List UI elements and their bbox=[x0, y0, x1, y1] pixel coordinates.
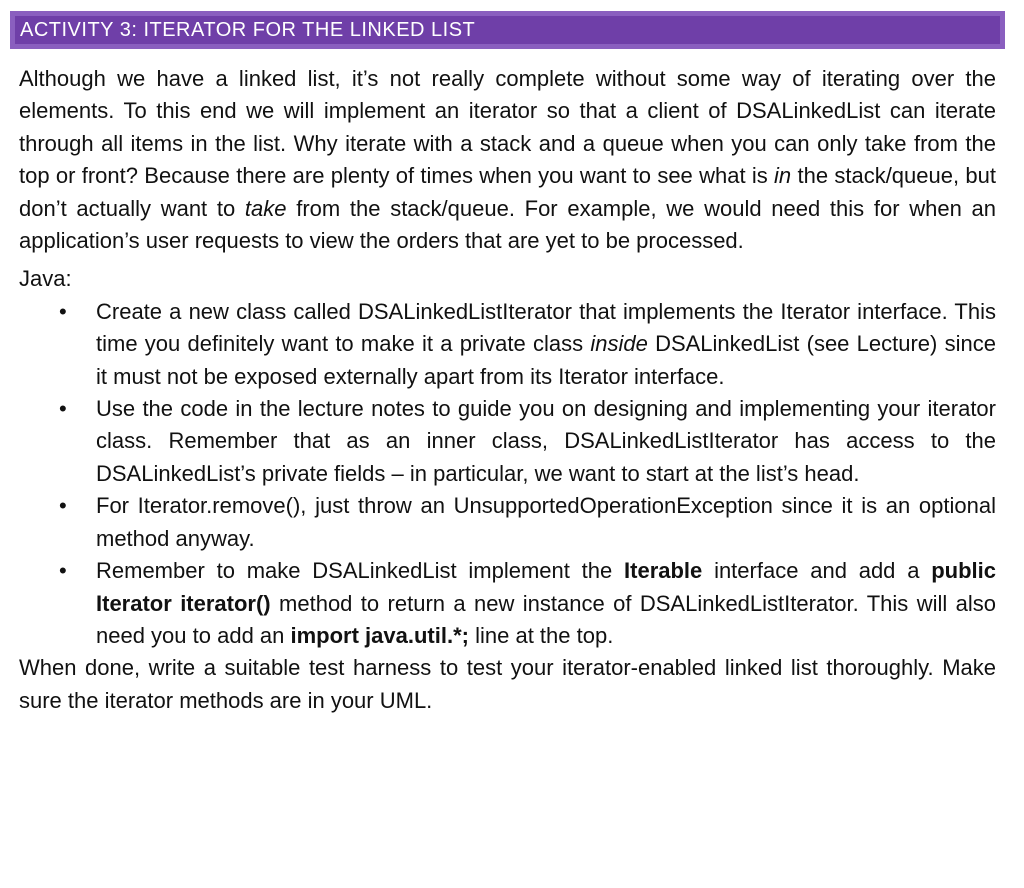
bullet-4-strong-method-signature: public Iterator iterator() bbox=[96, 558, 996, 616]
document-page bbox=[10, 11, 1005, 49]
bullet-1-text-1: Create a new class called DSALinkedListIterator that implements the Iterator interface. This time you definitely want to make it a private class bbox=[96, 298, 996, 357]
intro-emphasis-in: in bbox=[774, 163, 792, 189]
activity-header-border bbox=[10, 11, 1005, 49]
activity-body bbox=[19, 63, 996, 717]
bullet-dot: • bbox=[59, 493, 67, 519]
activity-title: ACTIVITY 3: ITERATOR FOR THE LINKED LIST bbox=[20, 19, 476, 41]
bullet-item-iterator-remove bbox=[19, 490, 996, 555]
bullet-dot: • bbox=[59, 396, 67, 422]
bullet-1-emphasis-inside: inside bbox=[590, 331, 648, 357]
bullet-2-text: Use the code in the lecture notes to guide you on designing and implementing your iterator class. Remember that as an inner class, DSALinkedListIterator has access to the DSALinkedList’s private fields – in particular, we want to start at the list’s head. bbox=[96, 396, 996, 486]
intro-text-1: Although we have a linked list, it’s not really complete without some way of iterating over the elements. To this end we will implement an iterator so that a client of DSALinkedList can iterate through all items in the list. Why iterate with a stack and a queue when you can only take from the top or front? Because there are plenty of times when you want to see what is bbox=[19, 66, 996, 189]
bullet-dot: • bbox=[59, 558, 67, 584]
bullet-1-text-2: DSALinkedList (see Lecture) since it must not be exposed externally apart from its Iterator interface. bbox=[96, 331, 996, 389]
bullet-4-strong-iterable: Iterable bbox=[624, 558, 703, 584]
bullet-dot: • bbox=[59, 298, 67, 324]
bullet-4-text-4: line at the top. bbox=[468, 622, 614, 648]
intro-text-3: from the stack/queue. For example, we would need this for when an application’s user requests to view the orders that are yet to be processed. bbox=[19, 195, 997, 254]
bullet-4-text-2: interface and add a bbox=[702, 558, 932, 584]
intro-text-2: the stack/queue, but don’t actually want to bbox=[19, 163, 996, 221]
bullet-3-text: For Iterator.remove(), just throw an UnsupportedOperationException since it is an optional method anyway. bbox=[96, 493, 996, 551]
intro-paragraph bbox=[19, 63, 996, 257]
intro-emphasis-take: take bbox=[244, 195, 287, 221]
closing-paragraph: When done, write a suitable test harness to test your iterator-enabled linked list thoroughly. Make sure the iterator methods are in your UML. bbox=[19, 655, 996, 713]
bullet-item-iterable-interface bbox=[19, 555, 996, 652]
bullet-4-text-3: method to return a new instance of DSALinkedListIterator. This will also need you to add an bbox=[96, 590, 996, 648]
bullet-4-strong-import: import java.util.*; bbox=[290, 622, 469, 648]
java-instructions-list bbox=[19, 296, 996, 652]
bullet-4-text-1: Remember to make DSALinkedList implement the bbox=[96, 558, 625, 584]
bullet-item-use-lecture-code bbox=[19, 393, 996, 490]
activity-header bbox=[15, 16, 1000, 44]
bullet-item-create-class bbox=[19, 296, 996, 393]
java-label: Java: bbox=[19, 266, 72, 292]
